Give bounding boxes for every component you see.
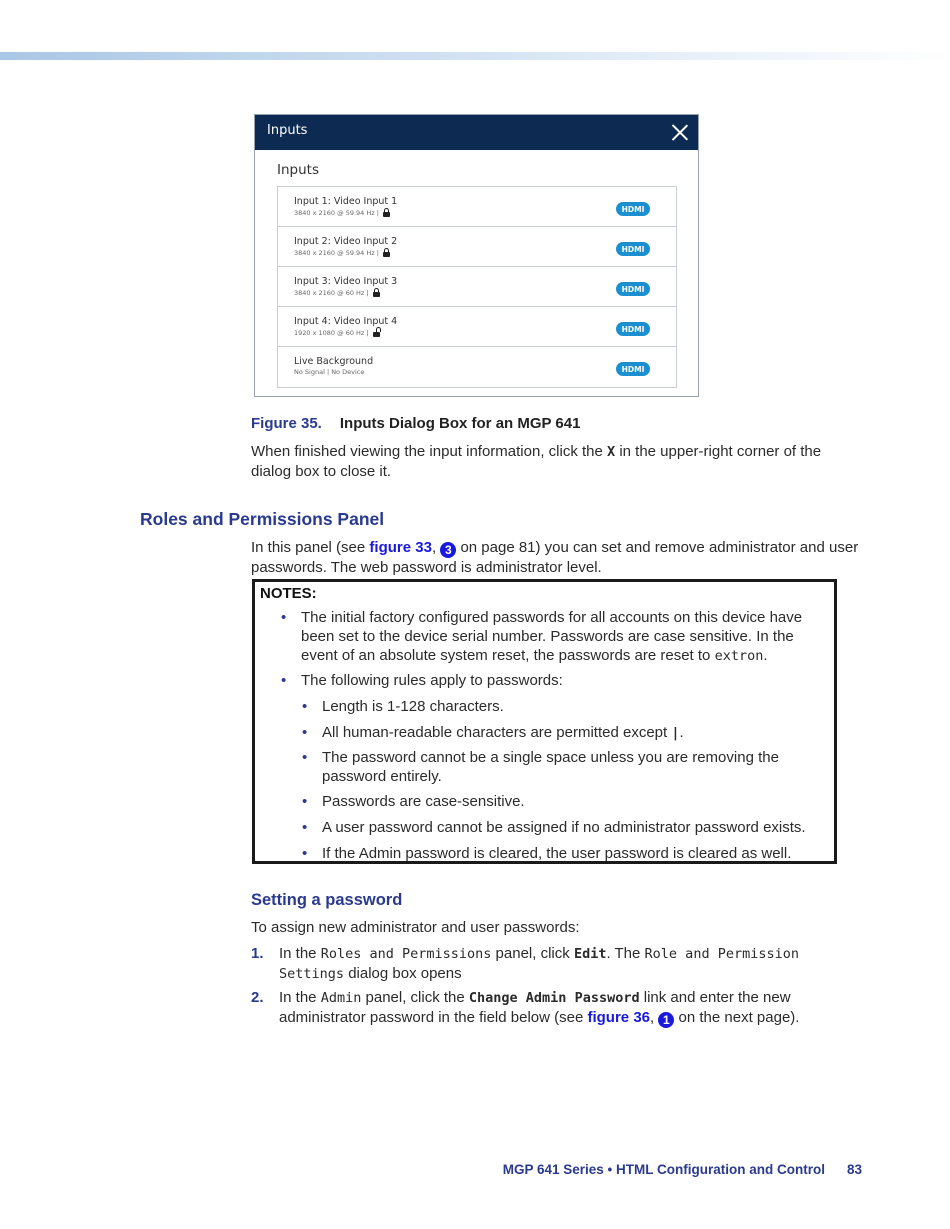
- list-item[interactable]: [278, 187, 676, 227]
- dialog-header: [255, 115, 698, 150]
- input-detail: No Signal | No Device: [294, 368, 365, 376]
- figure-36-link[interactable]: figure 36: [587, 1009, 651, 1026]
- hdmi-badge: HDMI: [616, 362, 650, 376]
- list-item[interactable]: [278, 347, 676, 387]
- unlock-icon: [373, 328, 380, 337]
- input-detail: 3840 x 2160 @ 60 Hz |: [294, 288, 380, 297]
- rule-item: • Length is 1-128 characters.: [302, 698, 504, 715]
- rule-item: • If the Admin password is cleared, the user password is cleared as well.: [302, 845, 792, 862]
- x-code: X: [607, 444, 616, 460]
- footer-title: MGP 641 Series • HTML Configuration and Control: [502, 1162, 825, 1177]
- hdmi-badge: HDMI: [616, 322, 650, 336]
- lock-icon: [383, 248, 390, 257]
- rule-item: • The password cannot be a single space unless you are removing the password entirely.: [302, 749, 779, 785]
- notes-title: NOTES:: [260, 585, 317, 602]
- steps-intro: To assign new administrator and user passwords:: [251, 919, 580, 936]
- intro-paragraph: When finished viewing the input information, click the X in the upper-right corner of the dialog box to close it.: [251, 443, 822, 480]
- figure-number: Figure 35.: [251, 415, 322, 432]
- input-name: Input 1: Video Input 1: [294, 196, 398, 207]
- section-paragraph: In this panel (see figure 33, 3 on page 81) you can set and remove administrator and user passwords. The web password is administrator level.: [251, 539, 859, 576]
- section-heading: Roles and Permissions Panel: [140, 509, 385, 529]
- input-detail: 1920 x 1080 @ 60 Hz |: [294, 328, 380, 337]
- page-number: 83: [846, 1162, 862, 1177]
- hdmi-badge: HDMI: [616, 202, 650, 216]
- subsection-heading: Setting a password: [251, 891, 403, 909]
- input-name: Input 3: Video Input 3: [294, 276, 398, 287]
- list-item[interactable]: [278, 227, 676, 267]
- step-1: 1. In the Roles and Permissions panel, click Edit. The Role and Permission Settings dialog box opens: [251, 945, 799, 982]
- callout-3-icon: 3: [440, 542, 456, 558]
- dialog-title: Inputs: [267, 123, 308, 138]
- figure-caption: [251, 415, 580, 432]
- page-footer: [503, 1162, 862, 1177]
- dialog-subtitle: Inputs: [277, 162, 319, 178]
- lock-icon: [383, 208, 390, 217]
- input-name: Live Background: [294, 356, 374, 367]
- note-bullet: • The following rules apply to passwords:: [281, 672, 563, 689]
- rule-item: • All human-readable characters are permitted except |.: [302, 724, 684, 741]
- inputs-dialog: [254, 114, 699, 397]
- close-icon[interactable]: [670, 122, 690, 142]
- input-detail: 3840 x 2160 @ 59.94 Hz |: [294, 248, 390, 257]
- hdmi-badge: HDMI: [616, 282, 650, 296]
- rule-item: • Passwords are case-sensitive.: [302, 793, 525, 810]
- list-item[interactable]: [278, 267, 676, 307]
- input-name: Input 4: Video Input 4: [294, 316, 398, 327]
- header-gradient-bar: [0, 52, 950, 60]
- note-bullet: • The initial factory configured passwords for all accounts on this device have been set to the device serial number. Passwords are case sensitive. In the event of an absolute system reset, the passwords are reset to extron.: [281, 609, 803, 664]
- list-item[interactable]: [278, 307, 676, 347]
- hdmi-badge: HDMI: [616, 242, 650, 256]
- input-detail: 3840 x 2160 @ 59.94 Hz |: [294, 208, 390, 217]
- figure-33-link[interactable]: figure 33: [369, 539, 432, 556]
- lock-icon: [373, 288, 380, 297]
- input-name: Input 2: Video Input 2: [294, 236, 398, 247]
- step-2: 2. In the Admin panel, click the Change Admin Password link and enter the new administrator password in the field below (see figure 36, 1 on the next page).: [251, 989, 800, 1027]
- rule-item: • A user password cannot be assigned if no administrator password exists.: [302, 819, 806, 836]
- figure-title: Inputs Dialog Box for an MGP 641: [339, 415, 581, 432]
- input-list: [277, 186, 677, 388]
- callout-1-icon: 1: [658, 1012, 674, 1028]
